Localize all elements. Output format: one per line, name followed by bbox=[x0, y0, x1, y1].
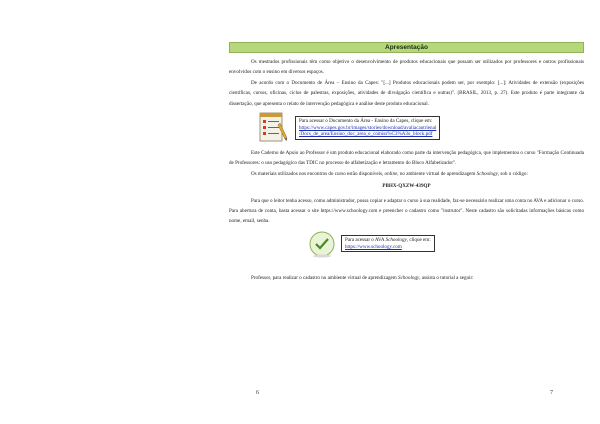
note-box-capes bbox=[295, 116, 440, 140]
page-number-right: 7 bbox=[550, 390, 553, 396]
schoology-link[interactable]: https://www.schoology.com bbox=[345, 243, 402, 250]
check-badge-icon bbox=[307, 229, 337, 259]
page-number-left: 6 bbox=[256, 390, 259, 396]
paragraph-materiais: Os materiais utilizados nos encontros do curso estão disponíveis, online, no ambiente virtual de aprendizagem Schoology, sob o código: bbox=[251, 170, 528, 177]
capes-document-link-1[interactable]: https://www.capes.gov.br/images/stories/download/avaliacaotrienal bbox=[299, 124, 437, 131]
note-text-schoology: Para acessar o AVA Schoology, clique em: bbox=[345, 237, 431, 244]
section-heading: Apresentação bbox=[229, 42, 584, 53]
paragraph-acesso: Para que o leitor tenha acesso, como administrador, possa copiar e adaptar o curso à sua realidade, faz-se necessário realizar uma conta no AVA e adicionar o curso. Para abertura de conta, basta acessar o site https://www.schoology.com e preencher o cadastro como "instrutor". Neste cadastro são solicitadas informações básicas como nome, email, senha. bbox=[229, 197, 584, 225]
document-checklist-icon bbox=[255, 111, 291, 145]
capes-document-link-2[interactable]: /Docs_de_area/Ensino_doc_area_e_comiss%C3%A3o_block.pdf bbox=[299, 131, 433, 138]
paragraph-capes: De acordo com o Documento de Área – Ensino da Capes: "[...] Produtos educacionais podem ser, por exemplo: [...]; Atividades de extensão (exposições científicas, cursos, oficinas, ciclos de palestras, exposições, atividades de divulgação científica e outras)". (BRASIL, 2013, p. 27). Este produto é parte integrante da dissertação, que apresenta o relato de intervenção pedagógica e análise deste produto educacional. bbox=[229, 79, 584, 107]
page-content bbox=[229, 42, 584, 283]
paragraph-tutorial: Professor, para realizar o cadastro no ambiente virtual de aprendizagem Schoology, assista o tutorial a seguir: bbox=[251, 274, 474, 281]
course-code: PBHX-QXZW-439QP bbox=[382, 183, 431, 190]
note-box-schoology bbox=[341, 235, 435, 252]
note-capes bbox=[255, 111, 584, 145]
paragraph-intro: Os mestrados profissionais têm como objetivo o desenvolvimento de produtos educacionais que possam ser utilizados por professores e outros profissionais envolvidos com o ensino em diversos espaços. bbox=[229, 59, 584, 76]
note-schoology bbox=[307, 229, 584, 259]
note-text: Para acessar o Documento da Área - Ensino da Capes, clique em: bbox=[299, 118, 433, 125]
paragraph-caderno: Este Caderno de Apoio ao Professor é um produto educacional elaborado como parte da intervenção pedagógica, que implementou o curso "Formação Continuada de Professores: o uso pedagógico das TDIC no processo de alfabetização e letramento do Bloco Alfabetizador". bbox=[229, 150, 584, 167]
